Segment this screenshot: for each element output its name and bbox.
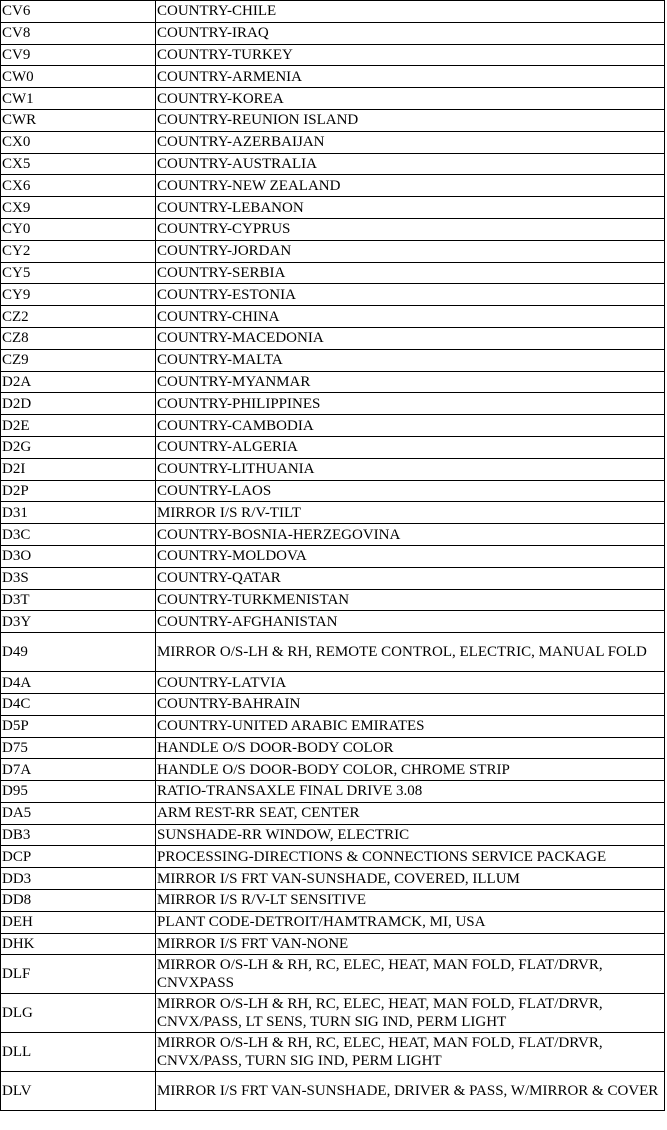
table-row (1, 218, 665, 240)
option-code-cell: D5P (1, 715, 156, 737)
option-code-cell: CW1 (1, 88, 156, 110)
option-description-cell: COUNTRY-PHILIPPINES (156, 393, 665, 415)
option-code-cell: CWR (1, 109, 156, 131)
option-description-cell: COUNTRY-AUSTRALIA (156, 153, 665, 175)
option-code-cell: D2I (1, 458, 156, 480)
table-row (1, 436, 665, 458)
table-row (1, 802, 665, 824)
option-code-cell: D75 (1, 737, 156, 759)
table-row (1, 715, 665, 737)
option-code-cell: D2D (1, 393, 156, 415)
option-description-cell: COUNTRY-LITHUANIA (156, 458, 665, 480)
option-description-cell: COUNTRY-KOREA (156, 88, 665, 110)
table-row (1, 1033, 665, 1072)
option-code-cell: CZ8 (1, 327, 156, 349)
option-description-cell: COUNTRY-MYANMAR (156, 371, 665, 393)
table-row (1, 262, 665, 284)
table-row (1, 545, 665, 567)
option-description-cell: COUNTRY-IRAQ (156, 22, 665, 44)
table-row (1, 175, 665, 197)
option-code-cell: CV8 (1, 22, 156, 44)
table-row (1, 524, 665, 546)
option-description-cell: COUNTRY-MOLDOVA (156, 545, 665, 567)
option-code-cell: D3Y (1, 611, 156, 633)
option-description-cell: RATIO-TRANSAXLE FINAL DRIVE 3.08 (156, 781, 665, 803)
option-code-cell: DLV (1, 1072, 156, 1111)
option-description-cell: MIRROR I/S FRT VAN-SUNSHADE, COVERED, ILLUM (156, 868, 665, 890)
option-code-cell: D3S (1, 567, 156, 589)
table-row (1, 1, 665, 23)
option-code-cell: CZ9 (1, 349, 156, 371)
option-code-cell: DD8 (1, 890, 156, 912)
option-code-cell: D95 (1, 781, 156, 803)
table-row (1, 88, 665, 110)
option-description-cell: COUNTRY-ALGERIA (156, 436, 665, 458)
table-row (1, 955, 665, 994)
option-description-cell: MIRROR O/S-LH & RH, RC, ELEC, HEAT, MAN FOLD, FLAT/DRVR, CNVX/PASS, LT SENS, TURN SIG IND, PERM LIGHT (156, 994, 665, 1033)
option-code-cell: CX6 (1, 175, 156, 197)
option-code-cell: CW0 (1, 66, 156, 88)
option-description-cell: COUNTRY-CAMBODIA (156, 415, 665, 437)
table-row (1, 589, 665, 611)
table-row (1, 327, 665, 349)
option-description-cell: COUNTRY-SERBIA (156, 262, 665, 284)
table-row (1, 153, 665, 175)
option-description-cell: MIRROR O/S-LH & RH, REMOTE CONTROL, ELECTRIC, MANUAL FOLD (156, 633, 665, 672)
table-row (1, 66, 665, 88)
option-description-cell: COUNTRY-JORDAN (156, 240, 665, 262)
option-description-cell: PLANT CODE-DETROIT/HAMTRAMCK, MI, USA (156, 911, 665, 933)
table-row (1, 22, 665, 44)
table-row (1, 933, 665, 955)
option-description-cell: MIRROR I/S R/V-LT SENSITIVE (156, 890, 665, 912)
table-row (1, 824, 665, 846)
option-description-cell: MIRROR O/S-LH & RH, RC, ELEC, HEAT, MAN FOLD, FLAT/DRVR, CNVX/PASS, TURN SIG IND, PERM LIGHT (156, 1033, 665, 1072)
option-code-cell: D2G (1, 436, 156, 458)
table-row (1, 415, 665, 437)
option-code-cell: D31 (1, 502, 156, 524)
option-code-cell: D4C (1, 693, 156, 715)
option-description-cell: ARM REST-RR SEAT, CENTER (156, 802, 665, 824)
table-row (1, 781, 665, 803)
table-row (1, 1072, 665, 1111)
option-description-cell: COUNTRY-MACEDONIA (156, 327, 665, 349)
table-row (1, 306, 665, 328)
option-code-cell: CY9 (1, 284, 156, 306)
option-code-cell: D4A (1, 672, 156, 694)
option-description-cell: COUNTRY-CYPRUS (156, 218, 665, 240)
option-code-cell: DB3 (1, 824, 156, 846)
option-description-cell: SUNSHADE-RR WINDOW, ELECTRIC (156, 824, 665, 846)
option-description-cell: MIRROR O/S-LH & RH, RC, ELEC, HEAT, MAN FOLD, FLAT/DRVR, CNVXPASS (156, 955, 665, 994)
option-description-cell: COUNTRY-BOSNIA-HERZEGOVINA (156, 524, 665, 546)
option-code-cell: CY2 (1, 240, 156, 262)
table-row (1, 868, 665, 890)
table-row (1, 693, 665, 715)
option-code-cell: DHK (1, 933, 156, 955)
table-row (1, 44, 665, 66)
option-description-cell: HANDLE O/S DOOR-BODY COLOR (156, 737, 665, 759)
option-code-cell: D49 (1, 633, 156, 672)
option-description-cell: COUNTRY-BAHRAIN (156, 693, 665, 715)
table-row (1, 393, 665, 415)
option-code-cell: DLF (1, 955, 156, 994)
option-code-cell: DEH (1, 911, 156, 933)
table-row (1, 911, 665, 933)
table-row (1, 994, 665, 1033)
option-description-cell: HANDLE O/S DOOR-BODY COLOR, CHROME STRIP (156, 759, 665, 781)
table-row (1, 240, 665, 262)
option-code-cell: D2P (1, 480, 156, 502)
option-description-cell: COUNTRY-UNITED ARABIC EMIRATES (156, 715, 665, 737)
option-description-cell: MIRROR I/S R/V-TILT (156, 502, 665, 524)
option-code-cell: D3O (1, 545, 156, 567)
table-row (1, 349, 665, 371)
option-description-cell: COUNTRY-AFGHANISTAN (156, 611, 665, 633)
option-code-cell: CV6 (1, 1, 156, 23)
table-row (1, 759, 665, 781)
option-description-cell: COUNTRY-LAOS (156, 480, 665, 502)
option-description-cell: COUNTRY-AZERBAIJAN (156, 131, 665, 153)
option-description-cell: COUNTRY-LATVIA (156, 672, 665, 694)
table-row (1, 284, 665, 306)
option-description-cell: MIRROR I/S FRT VAN-NONE (156, 933, 665, 955)
option-description-cell: MIRROR I/S FRT VAN-SUNSHADE, DRIVER & PASS, W/MIRROR & COVER (156, 1072, 665, 1111)
option-description-cell: COUNTRY-CHILE (156, 1, 665, 23)
table-row (1, 672, 665, 694)
table-row (1, 480, 665, 502)
option-code-cell: D2A (1, 371, 156, 393)
table-row (1, 109, 665, 131)
option-description-cell: COUNTRY-TURKEY (156, 44, 665, 66)
option-description-cell: PROCESSING-DIRECTIONS & CONNECTIONS SERVICE PACKAGE (156, 846, 665, 868)
option-code-cell: CZ2 (1, 306, 156, 328)
option-description-cell: COUNTRY-QATAR (156, 567, 665, 589)
option-description-cell: COUNTRY-REUNION ISLAND (156, 109, 665, 131)
option-description-cell: COUNTRY-ARMENIA (156, 66, 665, 88)
table-row (1, 611, 665, 633)
option-description-cell: COUNTRY-CHINA (156, 306, 665, 328)
option-code-cell: CX5 (1, 153, 156, 175)
table-row (1, 737, 665, 759)
option-code-cell: D3T (1, 589, 156, 611)
table-row (1, 371, 665, 393)
option-code-cell: CY5 (1, 262, 156, 284)
table-row (1, 567, 665, 589)
option-code-cell: DA5 (1, 802, 156, 824)
table-row (1, 131, 665, 153)
table-row (1, 458, 665, 480)
option-codes-body (1, 1, 665, 1111)
option-description-cell: COUNTRY-LEBANON (156, 197, 665, 219)
option-code-cell: DCP (1, 846, 156, 868)
option-description-cell: COUNTRY-ESTONIA (156, 284, 665, 306)
table-row (1, 633, 665, 672)
option-code-cell: D2E (1, 415, 156, 437)
option-description-cell: COUNTRY-TURKMENISTAN (156, 589, 665, 611)
option-code-cell: CV9 (1, 44, 156, 66)
table-row (1, 502, 665, 524)
table-row (1, 846, 665, 868)
option-description-cell: COUNTRY-MALTA (156, 349, 665, 371)
option-code-cell: D3C (1, 524, 156, 546)
table-row (1, 197, 665, 219)
option-code-cell: DD3 (1, 868, 156, 890)
option-code-cell: DLL (1, 1033, 156, 1072)
table-row (1, 890, 665, 912)
option-code-cell: DLG (1, 994, 156, 1033)
option-code-cell: CX0 (1, 131, 156, 153)
option-code-cell: CX9 (1, 197, 156, 219)
option-code-cell: D7A (1, 759, 156, 781)
option-code-cell: CY0 (1, 218, 156, 240)
option-description-cell: COUNTRY-NEW ZEALAND (156, 175, 665, 197)
